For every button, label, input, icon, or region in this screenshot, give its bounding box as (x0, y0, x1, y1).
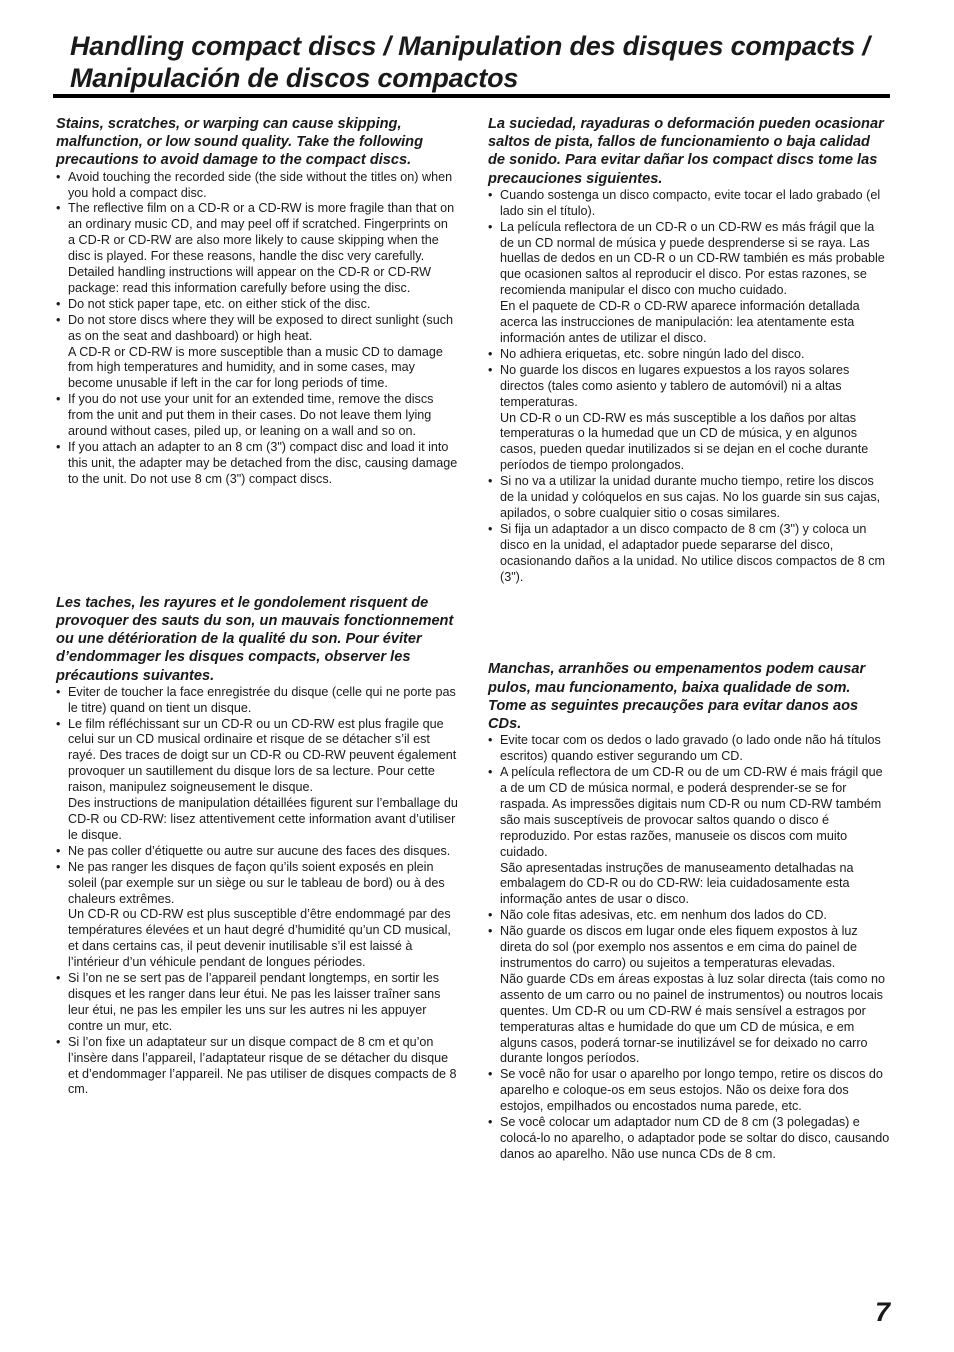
list-item-text: • Si fija un adaptador a un disco compacto de 8 cm (3") y coloca un disco en la unidad, el adaptador puede separarse del disco, ocasionando daños a la unidad. No utilice discos compactos de 8 cm (3"). (500, 521, 886, 584)
list-item-note: Un CD-R ou CD-RW est plus susceptible d’être endommagé par des températures élevées et un haut degré d’humidité qu’un CD musical, et dans certains cas, il peut devenir inutilisable s’il est laissé à l’intérieur d’un véhicule pendant de longues périodes. (68, 907, 451, 970)
list-item-text: • Se você colocar um adaptador num CD de 8 cm (3 polegadas) e colocá-lo no aparelho, o adaptador pode se soltar do disco, causando danos ao aparelho. Não use nunca CDs de 8 cm. (500, 1115, 890, 1161)
list-item-text: • No guarde los discos en lugares expuestos a los rayos solares directos (tales como asiento y tablero de automóvil) ni a altas temperaturas. (500, 362, 850, 409)
list-item-text: • Evite tocar com os dedos o lado gravado (o lado onde não há títulos escritos) quando estiver segurando um CD. (500, 733, 881, 764)
list-item (488, 188, 890, 220)
list-item (488, 220, 890, 347)
list-item (56, 1035, 458, 1099)
list-item-text: • Ne pas coller d’étiquette ou autre sur aucune des faces des disques. (68, 843, 451, 858)
right-column (488, 115, 890, 1192)
page-title: Handling compact discs / Manipulation des disques compacts / Manipulación de discos compactos (70, 31, 870, 93)
list-item-text: • If you attach an adapter to an 8 cm (3") compact disc and load it into this unit, the adapter may be detached from the disc, causing damage to the unit. Do not use 8 cm (3") compact discs. (68, 440, 458, 486)
list-item-text: • Se você não for usar o aparelho por longo tempo, retire os discos do aparelho e coloque-os em seus estojos. Não os deixe fora dos estojos, empilhados ou encostados numa parede, etc. (500, 1067, 883, 1114)
list-item (488, 1115, 890, 1163)
list-item (56, 297, 458, 313)
list-item (56, 392, 458, 440)
list-item (56, 860, 458, 971)
list-item-text: • The reflective film on a CD-R or a CD-RW is more fragile than that on an ordinary music CD, and may peel off if scratched. Fingerprints on a CD-R or CD-RW are also more likely to cause skipping when the disc is played. For these reasons, handle the disc very carefully. Detailed handling instructions will appear on the CD-R or CD-RW package: read this information carefully before using the disc. (68, 201, 455, 295)
list-item-text: • Eviter de toucher la face enregistrée du disque (celle qui ne porte pas le titre) quand on tient un disque. (68, 684, 456, 715)
precaution-list (56, 170, 458, 488)
list-item (488, 474, 890, 522)
list-item (56, 717, 458, 844)
section-english (56, 115, 458, 488)
list-item (56, 201, 458, 296)
section-portuguese (488, 660, 890, 1162)
page-number: 7 (874, 1297, 890, 1327)
list-item (488, 347, 890, 363)
list-item-text: • Não cole fitas adesivas, etc. em nenhum dos lados do CD. (500, 908, 827, 923)
section-heading: La suciedad, rayaduras o deformación pueden ocasionar saltos de pista, fallos de funcionamiento o baja calidad de sonido. Para evitar dañar los compact discs tome las precauciones siguientes. (488, 116, 884, 187)
list-item-note: Des instructions de manipulation détaillées figurent sur l’emballage du CD-R ou CD-RW: lisez attentivement cette information avant d’utiliser le disque. (68, 796, 458, 842)
list-item (488, 522, 890, 586)
list-item (488, 733, 890, 765)
list-item-text: • Ne pas ranger les disques de façon qu’ils soient exposés en plein soleil (par exemple sur un siège ou sur le tableau de bord) ou à des chaleurs extrêmes. (68, 859, 445, 906)
list-item-text: • Não guarde os discos em lugar onde eles fiquem expostos à luz direta do sol (por exemplo nos assentos e em cima do painel de instrumentos do carro) ou sujeitos a temperaturas elevadas. (500, 924, 858, 970)
precaution-list (488, 733, 890, 1162)
list-item-text: • Do not stick paper tape, etc. on either stick of the disc. (68, 296, 371, 311)
list-item-note: Não guarde CDs em áreas expostas à luz solar directa (tais como no assento de um carro ou no painel de instrumentos) ou noutros locais quentes. Um CD-R ou um CD-RW é mais sensível a estragos por temperaturas altas e humidade do que um CD de música, e em alguns casos, poderá tornar-se inutilizável se for deixado no carro durante longos períodos. (500, 971, 885, 1066)
list-item (56, 170, 458, 202)
list-item (488, 908, 890, 924)
list-item (56, 313, 458, 393)
list-item (56, 685, 458, 717)
list-item-text: • A película reflectora de um CD-R ou de um CD-RW é mais frágil que a de um CD de música normal, e poderá desprender-se se for raspada. As impressões digitais num CD-R ou num CD-RW também são mais susceptíveis de provocar saltos quando o disco é reproduzido. Por estas razões, manuseie os discos com muito cuidado. (500, 765, 883, 859)
list-item (488, 363, 890, 474)
list-item-text: • Do not store discs where they will be exposed to direct sunlight (such as on the seat and dashboard) or high heat. (68, 312, 454, 343)
list-item-note: A CD-R or CD-RW is more susceptible than a music CD to damage from high temperatures and humidity, and in some cases, may become unusable if left in the car for long periods of time. (68, 344, 443, 391)
precaution-list (56, 685, 458, 1099)
list-item-text: • Le film réfléchissant sur un CD-R ou un CD-RW est plus fragile que celui sur un CD musical ordinaire et risque de se détacher s’il est rayé. Des traces de doigt sur un CD-R ou CD-RW peuvent également provoquer un sautillement du disque lors de sa lecture. Pour cette raison, manipulez soigneusement le disque. (68, 716, 457, 795)
list-item-note: En el paquete de CD-R o CD-RW aparece información detallada acerca las instrucciones de manipulación: lea atentamente esta información antes de utilizar el disco. (500, 299, 860, 345)
list-item (56, 844, 458, 860)
list-item-text: • Cuando sostenga un disco compacto, evite tocar el lado grabado (el lado sin el título). (500, 187, 881, 218)
list-item (56, 971, 458, 1035)
list-item (488, 1067, 890, 1115)
list-item (488, 924, 890, 1067)
list-item-text: • Si l’on fixe un adaptateur sur un disque compact de 8 cm et qu’on l’insère dans l’appareil, l’adaptateur risque de se détacher du disque et d’endommager l’appareil. Ne pas utiliser de disques compacts de 8 cm. (68, 1034, 457, 1097)
section-heading: Les taches, les rayures et le gondolement risquent de provoquer des sauts du son, un mauvais fonctionnement ou une détérioration de la qualité du son. Pour éviter d’endommager les disques compacts, observer les précautions suivantes. (56, 594, 454, 684)
list-item-note: Un CD-R o un CD-RW es más susceptible a los daños por altas temperaturas o la humedad que un CD de música, y en algunos casos, pueden quedar inutilizados si se dejan en el coche durante períodos de tiempo prolongados. (500, 410, 869, 473)
list-item-text: • No adhiera eriquetas, etc. sobre ningún lado del disco. (500, 346, 805, 361)
list-item (488, 765, 890, 908)
list-item-text: • La película reflectora de un CD-R o un CD-RW es más frágil que la de un CD normal de música y puede desprenderse si se raya. Las huellas de dedos en un CD-R o un CD-RW también es más probable que ocasionen saltos al reproducir el disco. Por estas razones, se recomienda manipular el disco con mucho cuidado. (500, 219, 885, 298)
list-item-text: • If you do not use your unit for an extended time, remove the discs from the unit and put them in their cases. Do not leave them lying around without cases, piled up, or leaning on a wall and so on. (68, 392, 434, 439)
left-column (56, 115, 458, 1127)
section-heading: Manchas, arranhões ou empenamentos podem causar pulos, mau funcionamento, baixa qualidade de som. Tome as seguintes precauções para evitar danos aos CDs. (488, 661, 866, 733)
list-item-text: • Avoid touching the recorded side (the side without the titles on) when you hold a compact disc. (68, 169, 453, 200)
title-divider (53, 94, 890, 98)
list-item-text: • Si l’on ne se sert pas de l’appareil pendant longtemps, en sortir les disques et les ranger dans leur étui. Ne pas les laisser traîner sans leur étui, ne pas les empiler les uns sur les autres ni les appuyer contre un mur, etc. (68, 971, 441, 1033)
section-spanish (488, 115, 890, 585)
section-french (56, 594, 458, 1099)
list-item (56, 440, 458, 488)
list-item-text: • Si no va a utilizar la unidad durante mucho tiempo, retire los discos de la unidad y colóquelos en sus cajas. No los guarde sin sus cajas, apilados, o sobre cualquier sitio o cosas similares. (500, 474, 881, 520)
list-item-note: São apresentadas instruções de manuseamento detalhadas na embalagem do CD-R ou do CD-RW: leia cuidadosamente esta informação antes de usar o disco. (500, 860, 854, 907)
section-heading: Stains, scratches, or warping can cause skipping, malfunction, or low sound quality. Take the following precautions to avoid damage to the compact discs. (56, 116, 424, 169)
precaution-list (488, 188, 890, 586)
